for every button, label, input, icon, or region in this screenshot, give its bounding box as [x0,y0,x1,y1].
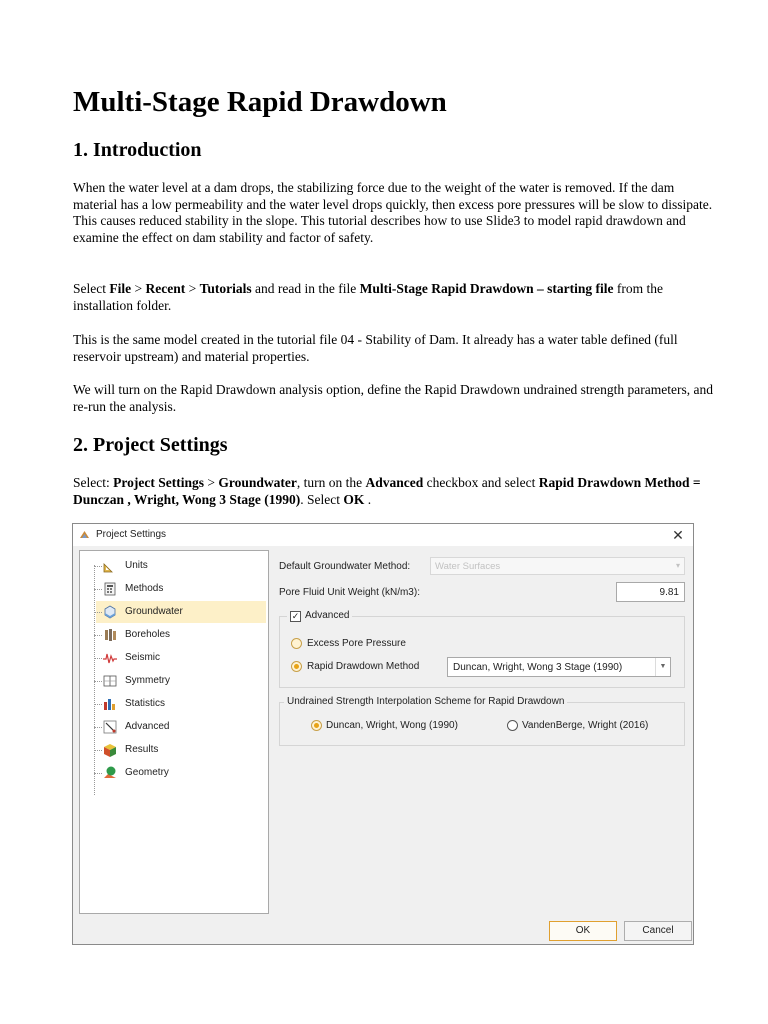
geometry-icon [102,765,118,781]
duncan-wright-wong-label: Duncan, Wright, Wong (1990) [326,720,458,731]
settings-nav-tree [79,550,269,914]
nav-item-label: Seismic [125,652,161,663]
intro-paragraph-2: Select File > Recent > Tutorials and read in the file Multi-Stage Rapid Drawdown – starting file from the installation folder. [73,281,663,313]
rapid-drawdown-label: Rapid Drawdown Method [307,661,420,672]
section-heading-introduction: 1. Introduction [73,139,202,161]
advanced-group-header [287,610,352,623]
default-method-label: Default Groundwater Method: [279,561,411,572]
nav-item-seismic[interactable] [80,647,268,669]
nav-item-label: Statistics [125,698,166,709]
nav-item-results[interactable] [80,739,268,761]
rapid-drawdown-method-select[interactable] [447,657,671,677]
page-title: Multi-Stage Rapid Drawdown [73,86,447,118]
nav-item-groundwater[interactable] [80,601,268,623]
nav-item-label: Units [125,560,148,571]
rapid-drawdown-radio[interactable] [291,661,302,672]
statistics-icon [102,696,118,712]
boreholes-icon [102,627,118,643]
rapid-drawdown-method-value: Duncan, Wright, Wong 3 Stage (1990) [453,662,623,673]
nav-item-symmetry[interactable] [80,670,268,692]
nav-item-label: Symmetry [125,675,170,686]
dialog-title: Project Settings [96,529,167,540]
nav-item-label: Advanced [125,721,170,732]
chevron-down-icon[interactable]: ▼ [655,658,670,676]
intro-paragraph-3: This is the same model created in the tutorial file 04 - Stability of Dam. It already has a water table defined (full reservoir upstream) and material properties. [73,332,678,364]
vandenberge-wright-label: VandenBerge, Wright (2016) [522,720,649,731]
ok-button[interactable]: OK [549,921,617,941]
default-method-value: Water Surfaces [435,561,501,572]
nav-item-methods[interactable] [80,578,268,600]
groundwater-icon [102,604,118,620]
section-heading-project-settings: 2. Project Settings [73,434,228,456]
cancel-button[interactable]: Cancel [624,921,692,941]
symmetry-icon [102,673,118,689]
app-icon [79,529,90,540]
default-method-select [430,557,685,575]
duncan-wright-wong-radio[interactable] [311,720,322,731]
chevron-down-icon: ▾ [675,561,680,570]
nav-item-geometry[interactable] [80,762,268,784]
intro-paragraph-4: We will turn on the Rapid Drawdown analysis option, define the Rapid Drawdown undrained strength parameters, and re-run the analysis. [73,382,714,414]
methods-icon [102,581,118,597]
project-settings-dialog [72,523,694,945]
seismic-icon [102,650,118,666]
advanced-group [279,616,685,688]
nav-item-label: Boreholes [125,629,171,640]
intro-paragraph-1: When the water level at a dam drops, the stabilizing force due to the weight of the water is removed. If the dam material has a low permeability and the water level drops quickly, then excess pore pressures will be slow to dissipate. This causes reduced stability in the slope. This tutorial describes how to use Slide3 to model rapid drawdown and examine the effect on dam stability and factor of safety. [73,180,713,245]
advanced-checkbox[interactable]: ✓ [291,611,300,621]
nav-item-advanced[interactable] [80,716,268,738]
nav-item-label: Geometry [125,767,169,778]
advanced-icon [102,719,118,735]
nav-item-statistics[interactable] [80,693,268,715]
results-icon [102,742,118,758]
advanced-checkbox-label: Advanced [305,610,350,621]
pore-fluid-value: 9.81 [659,587,679,598]
vandenberge-wright-radio[interactable] [507,720,518,731]
close-icon[interactable]: ✕ [672,527,684,543]
nav-item-units[interactable] [80,555,268,577]
dialog-titlebar [73,524,693,546]
units-icon [102,558,118,574]
nav-item-boreholes[interactable] [80,624,268,646]
pore-fluid-label: Pore Fluid Unit Weight (kN/m3): [279,587,420,598]
pore-fluid-input[interactable] [616,582,685,602]
nav-item-label: Results [125,744,159,755]
excess-pore-pressure-label: Excess Pore Pressure [307,638,406,649]
nav-item-label: Methods [125,583,164,594]
nav-item-label: Groundwater [125,606,183,617]
excess-pore-pressure-radio[interactable] [291,638,302,649]
project-settings-paragraph: Select: Project Settings > Groundwater, turn on the Advanced checkbox and select Rapid Drawdown Method = Dunczan , Wright, Wong 3 Stage (1990). Select OK . [73,475,701,507]
undrained-strength-group-label: Undrained Strength Interpolation Scheme for Rapid Drawdown [284,696,567,707]
